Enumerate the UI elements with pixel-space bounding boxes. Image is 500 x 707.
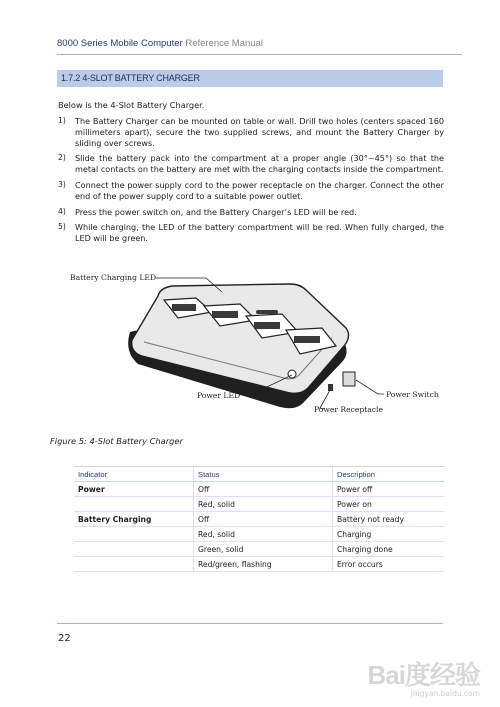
section-title: 1.7.2 4-SLOT BATTERY CHARGER <box>57 70 443 87</box>
footer-rule <box>57 623 443 624</box>
table-row <box>74 512 444 527</box>
step-item <box>58 207 444 218</box>
callout-power-switch: Power Switch <box>386 390 439 399</box>
header-indicator: Indicator <box>74 467 194 482</box>
table-header-row <box>74 467 444 482</box>
header-series: 8000 Series Mobile Computer <box>57 38 183 49</box>
cell-status: Off <box>194 512 333 527</box>
cell-indicator <box>74 557 194 572</box>
cell-status: Red, solid <box>194 497 333 512</box>
step-number: 4) <box>58 206 66 216</box>
callout-power-led: Power LED <box>197 391 241 400</box>
table-row <box>74 497 444 512</box>
page-number: 22 <box>58 633 71 644</box>
cell-indicator: Battery Charging <box>74 512 194 527</box>
table-row <box>74 527 444 542</box>
indicator-table <box>74 466 444 572</box>
step-number: 1) <box>58 116 66 125</box>
header-rule <box>57 54 462 55</box>
intro-text: Below is the 4-Slot Battery Charger. <box>58 100 205 110</box>
header-manual: Reference Manual <box>185 38 263 49</box>
cell-indicator: Power <box>74 482 194 497</box>
cell-description: Error occurs <box>333 557 445 572</box>
header-status: Status <box>194 467 333 482</box>
watermark <box>368 655 480 698</box>
figure-caption: Figure 5: 4-Slot Battery Charger <box>50 436 183 446</box>
step-item <box>58 116 444 148</box>
step-item <box>58 222 444 244</box>
callout-battery-led: Battery Charging LED <box>70 273 157 282</box>
step-number: 5) <box>58 222 66 232</box>
step-item <box>58 180 444 202</box>
table-row <box>74 557 444 572</box>
cell-status: Red, solid <box>194 527 333 542</box>
cell-indicator <box>74 497 194 512</box>
step-text: Slide the battery pack into the compartment at a proper angle (30°~45°) so that the metal contacts on the battery are met with the charging contacts inside the compartment. <box>75 153 444 175</box>
step-text: Connect the power supply cord to the power receptacle on the charger. Connect the other end of the power supply cord to a suitable power outlet. <box>75 179 444 201</box>
step-number: 2) <box>58 153 66 163</box>
cell-description: Charging <box>333 527 445 542</box>
table-row <box>74 482 444 497</box>
cell-description: Power off <box>333 482 445 497</box>
cell-description: Power on <box>333 497 445 512</box>
watermark-logo: Bai度经验 <box>367 660 480 690</box>
step-text: The Battery Charger can be mounted on table or wall. Drill two holes (centers spaced 160 millimeters apart), secure the two supplied screws, and mount the Battery Charger by sliding over screws. <box>75 116 444 148</box>
callout-power-receptacle: Power Receptacle <box>314 405 383 414</box>
cell-description: Battery not ready <box>333 512 445 527</box>
cell-indicator <box>74 542 194 557</box>
cell-description: Charging done <box>333 542 445 557</box>
cell-status: Off <box>194 482 333 497</box>
cell-status: Green, solid <box>194 542 333 557</box>
step-text: Press the power switch on, and the Battery Charger’s LED will be red. <box>75 206 357 217</box>
cell-status: Red/green, flashing <box>194 557 333 572</box>
step-text: While charging, the LED of the battery compartment will be red. When fully charged, the LED will be green. <box>75 222 444 244</box>
step-number: 3) <box>58 179 66 189</box>
step-item <box>58 153 444 175</box>
cell-indicator <box>74 527 194 542</box>
step-list <box>58 116 444 249</box>
charger-figure <box>60 262 450 422</box>
table-row <box>74 542 444 557</box>
running-header <box>57 38 263 49</box>
watermark-url: jingyan.baidu.com <box>410 689 480 698</box>
header-description: Description <box>333 467 445 482</box>
